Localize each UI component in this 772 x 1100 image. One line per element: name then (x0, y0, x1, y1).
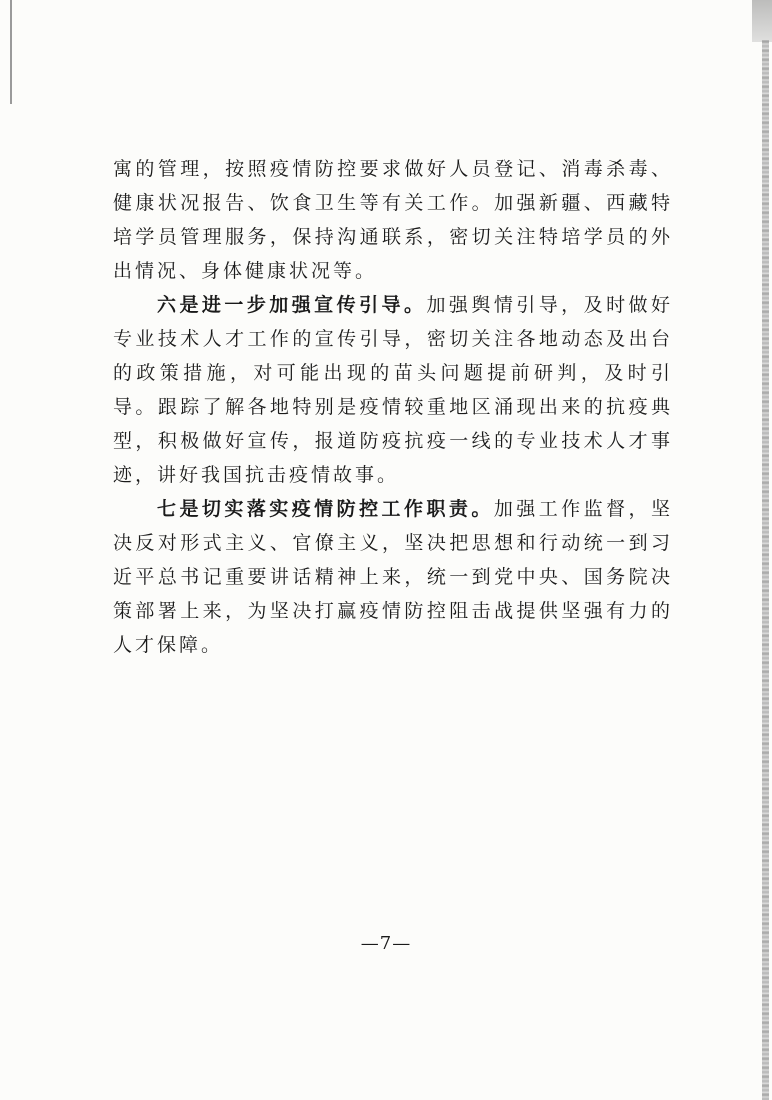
paragraph-heading: 六是进一步加强宣传引导。 (157, 294, 427, 316)
body-text (113, 152, 673, 662)
scan-edge-corner (752, 0, 772, 42)
paragraph-continued (113, 152, 673, 288)
scan-edge-left (10, 0, 12, 104)
paragraph-heading: 七是切实落实疫情防控工作职责。 (157, 498, 494, 520)
paragraph-seven (113, 492, 673, 662)
page-number: —7— (360, 933, 412, 954)
paragraph-text: 寓的管理，按照疫情防控要求做好人员登记、消毒杀毒、健康状况报告、饮食卫生等有关工作。加强新疆、西藏特培学员管理服务，保持沟通联系，密切关注特培学员的外出情况、身体健康状况等。 (113, 158, 673, 282)
paragraph-text: 加强舆情引导，及时做好专业技术人才工作的宣传引导，密切关注各地动态及出台的政策措施，对可能出现的苗头问题提前研判，及时引导。跟踪了解各地特别是疫情较重地区涌现出来的抗疫典型，积极做好宣传，报道防疫抗疫一线的专业技术人才事迹，讲好我国抗击疫情故事。 (113, 294, 673, 486)
paragraph-text: 加强工作监督，坚决反对形式主义、官僚主义，坚决把思想和行动统一到习近平总书记重要讲话精神上来，统一到党中央、国务院决策部署上来，为坚决打赢疫情防控阻击战提供坚强有力的人才保障。 (113, 498, 673, 656)
paragraph-six (113, 288, 673, 492)
